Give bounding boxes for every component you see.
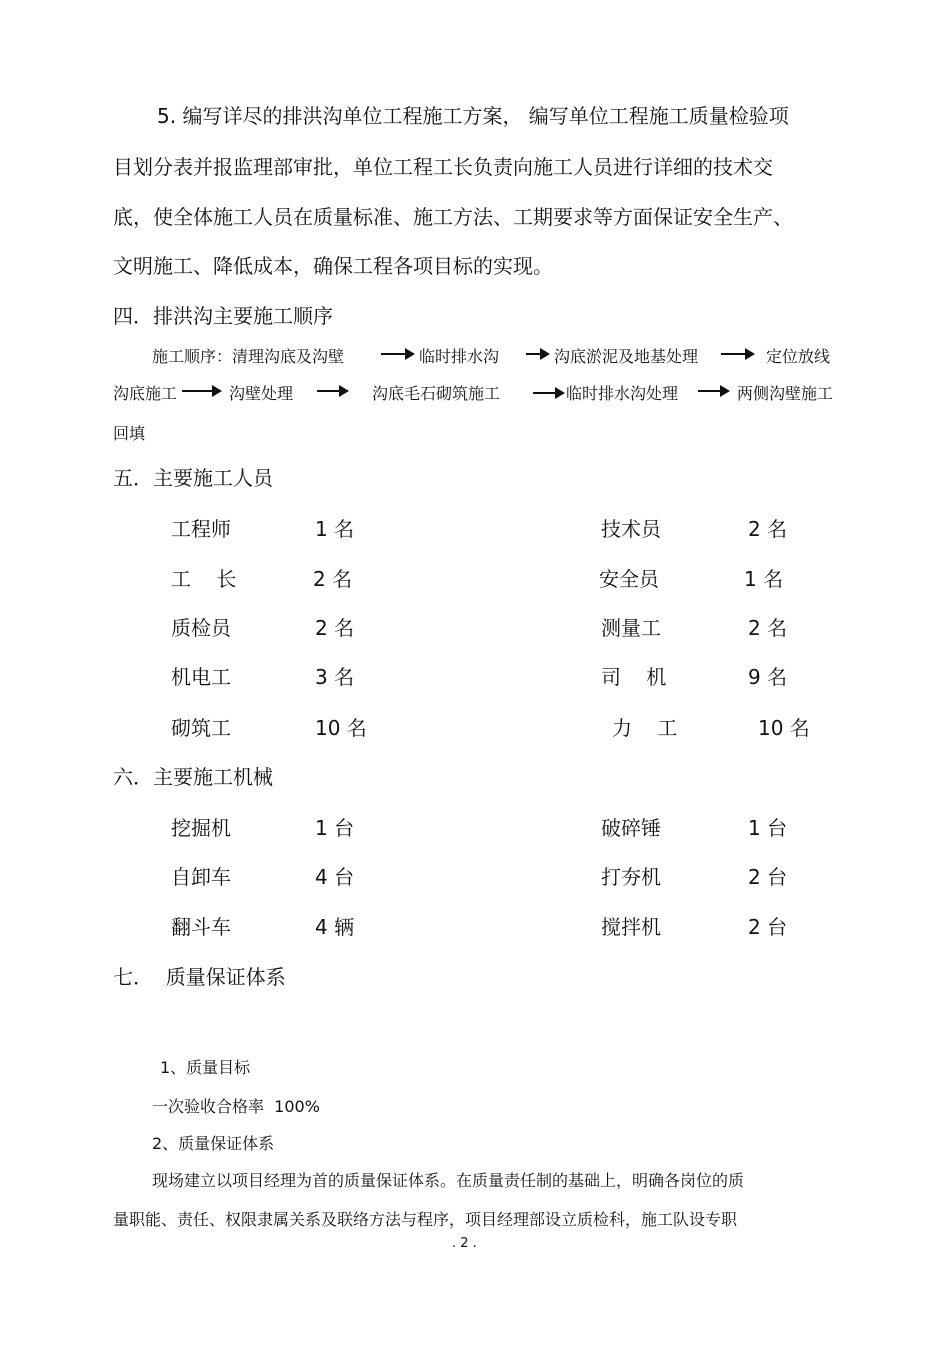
staff-count: 3 名 bbox=[315, 665, 355, 689]
paragraph-5-line-4: 文明施工、降低成本，确保工程各项目标的实现。 bbox=[113, 254, 553, 278]
section-7-heading: 七． 质量保证体系 bbox=[113, 965, 286, 989]
sequence-step: 回填 bbox=[113, 424, 146, 443]
section-4-heading: 四．排洪沟主要施工顺序 bbox=[113, 304, 333, 328]
machine-count: 1 台 bbox=[748, 816, 788, 840]
staff-role: 技术员 bbox=[601, 517, 661, 541]
staff-count: 10 名 bbox=[315, 716, 367, 740]
section-5-heading: 五．主要施工人员 bbox=[113, 466, 273, 490]
sequence-step: 沟底淤泥及地基处理 bbox=[554, 347, 699, 366]
arrow-icon bbox=[721, 353, 753, 355]
staff-count: 1 名 bbox=[744, 567, 784, 591]
staff-count: 9 名 bbox=[748, 665, 788, 689]
paragraph-5-line-1: 5. 编写详尽的排洪沟单位工程施工方案， 编写单位工程施工质量检验项 bbox=[157, 104, 789, 128]
staff-role: 司 机 bbox=[601, 665, 667, 689]
quality-system-line-2: 量职能、责任、权限隶属关系及联络方法与程序，项目经理部设立质检科，施工队设专职 bbox=[113, 1210, 738, 1229]
sequence-intro: 施工顺序：清理沟底及沟壁 bbox=[152, 347, 345, 366]
quality-goal-title: 1、质量目标 bbox=[160, 1058, 251, 1077]
sequence-step: 两侧沟壁施工 bbox=[737, 384, 834, 403]
machine-name: 挖掘机 bbox=[171, 816, 231, 840]
machine-name: 翻斗车 bbox=[171, 915, 231, 939]
staff-role: 质检员 bbox=[171, 616, 231, 640]
sequence-step: 临时排水沟处理 bbox=[566, 384, 679, 403]
machine-count: 1 台 bbox=[315, 816, 355, 840]
arrow-icon bbox=[317, 390, 347, 392]
paragraph-5-line-2: 目划分表并报监理部审批，单位工程工长负责向施工人员进行详细的技术交 bbox=[113, 155, 773, 179]
arrow-icon bbox=[698, 390, 728, 392]
paragraph-5-line-3: 底，使全体施工人员在质量标准、施工方法、工期要求等方面保证安全生产、 bbox=[113, 205, 793, 229]
staff-role: 力 工 bbox=[612, 716, 678, 740]
quality-system-line-1: 现场建立以项目经理为首的质量保证体系。在质量责任制的基础上，明确各岗位的质 bbox=[152, 1171, 745, 1190]
staff-count: 10 名 bbox=[758, 716, 810, 740]
arrow-icon bbox=[526, 353, 548, 355]
machine-name: 搅拌机 bbox=[601, 915, 661, 939]
sequence-step: 临时排水沟 bbox=[419, 347, 500, 366]
quality-goal-text: 一次验收合格率 100% bbox=[152, 1097, 320, 1116]
machine-name: 自卸车 bbox=[171, 865, 231, 889]
machine-count: 2 台 bbox=[748, 865, 788, 889]
machine-count: 4 台 bbox=[315, 865, 355, 889]
staff-role: 安全员 bbox=[599, 567, 659, 591]
staff-role: 工 长 bbox=[171, 567, 237, 591]
sequence-step: 沟壁处理 bbox=[229, 384, 294, 403]
machine-name: 破碎锤 bbox=[601, 816, 661, 840]
arrow-icon bbox=[381, 353, 413, 355]
section-6-heading: 六．主要施工机械 bbox=[113, 765, 273, 789]
machine-name: 打夯机 bbox=[601, 865, 661, 889]
staff-count: 2 名 bbox=[748, 616, 788, 640]
staff-count: 2 名 bbox=[315, 616, 355, 640]
staff-count: 2 名 bbox=[313, 567, 353, 591]
page-number: . 2 . bbox=[452, 1236, 477, 1251]
sequence-step: 沟底毛石砌筑施工 bbox=[372, 384, 501, 403]
sequence-step: 定位放线 bbox=[766, 347, 831, 366]
staff-count: 1 名 bbox=[315, 517, 355, 541]
staff-role: 测量工 bbox=[601, 616, 661, 640]
machine-count: 2 台 bbox=[748, 915, 788, 939]
staff-role: 机电工 bbox=[171, 665, 231, 689]
quality-system-title: 2、质量保证体系 bbox=[152, 1134, 275, 1153]
staff-count: 2 名 bbox=[748, 517, 788, 541]
staff-role: 工程师 bbox=[171, 517, 231, 541]
arrow-icon bbox=[182, 390, 220, 392]
arrow-icon bbox=[533, 392, 563, 394]
staff-role: 砌筑工 bbox=[171, 716, 231, 740]
sequence-step: 沟底施工 bbox=[113, 384, 178, 403]
machine-count: 4 辆 bbox=[315, 915, 355, 939]
